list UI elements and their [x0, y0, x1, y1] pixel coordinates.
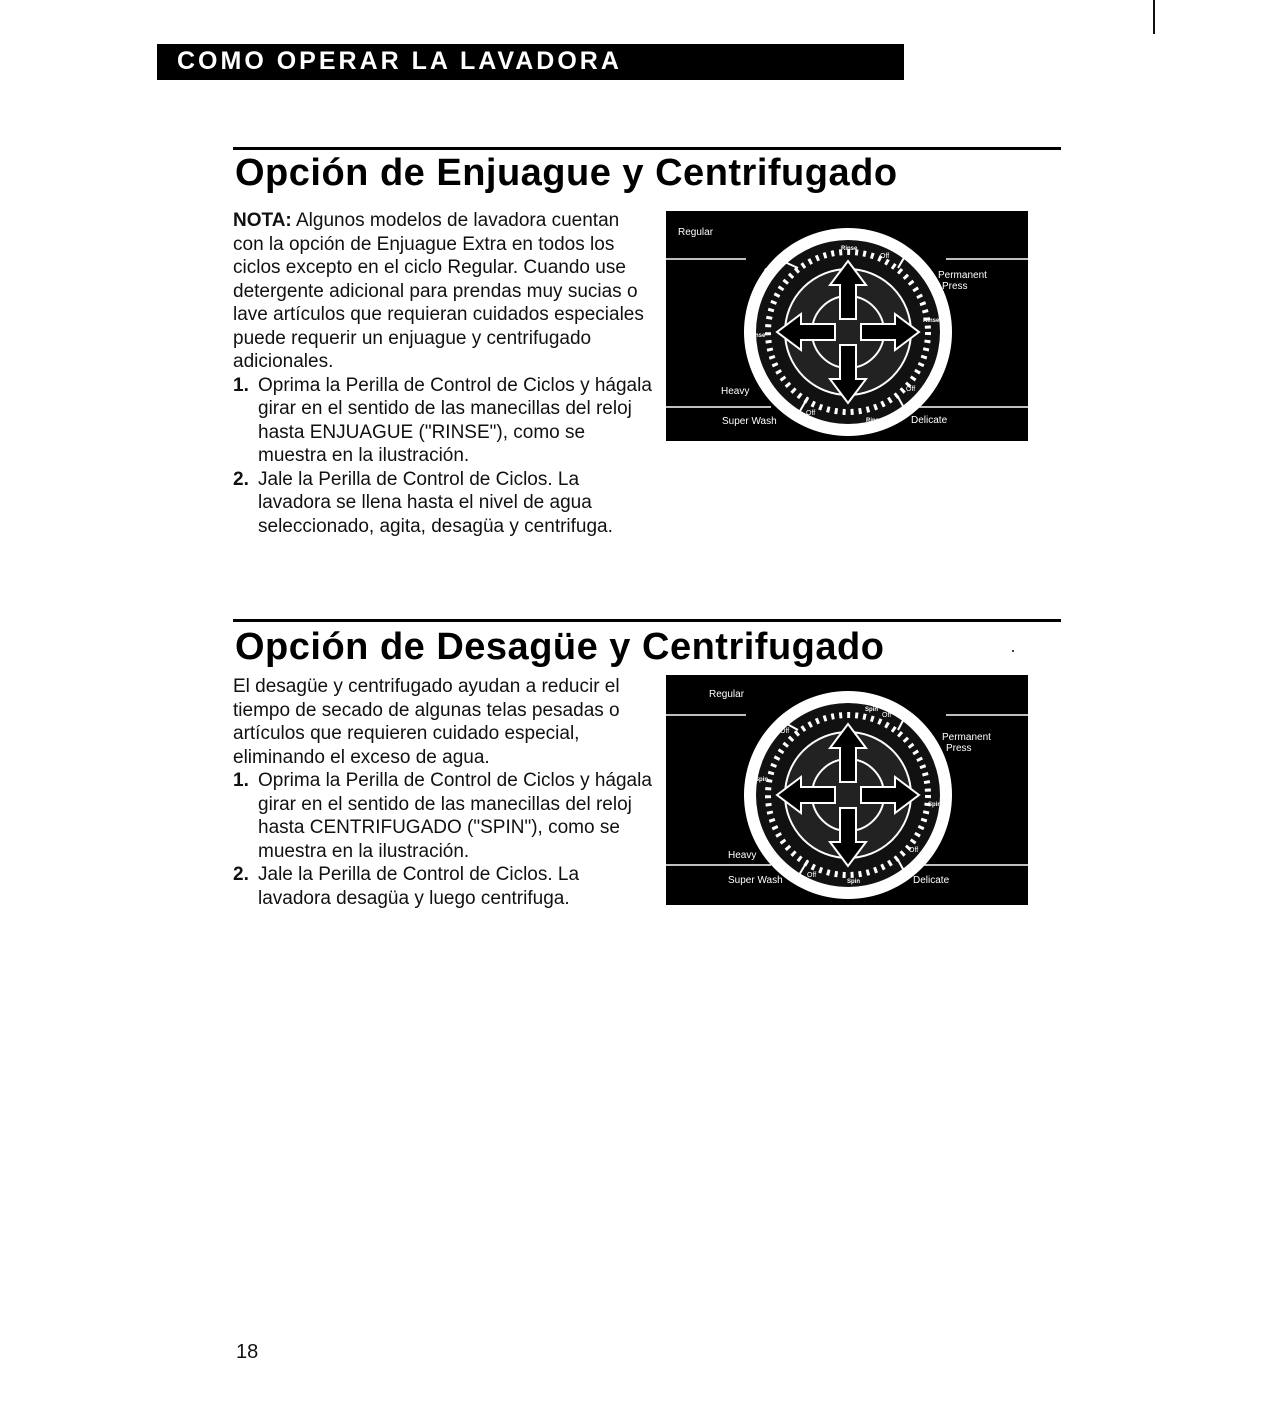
label-press: Press — [942, 281, 968, 292]
section-title-rinse-spin: Opción de Enjuague y Centrifugado — [235, 152, 898, 194]
section-body-rinse-spin — [233, 209, 653, 538]
step-item — [233, 468, 653, 539]
dial-mark-top-off: Off — [882, 712, 892, 719]
step-number: 1. — [233, 770, 249, 791]
steps-list — [233, 769, 653, 910]
steps-list — [233, 374, 653, 539]
label-press: Press — [946, 743, 972, 754]
dial-mark-top: Rinse — [841, 246, 858, 252]
dial-mark-left: Spin — [755, 777, 768, 783]
dial-mark-right: Spin — [928, 802, 941, 808]
label-permanent: Permanent — [938, 270, 987, 281]
label-super-wash: Super Wash — [722, 416, 777, 427]
dial-mark-right-off: Off — [906, 386, 916, 393]
dial-mark-right: Rinse — [923, 318, 940, 324]
dial-mark-left: Rinse — [749, 333, 766, 339]
dial-mark-left-off: Off — [764, 268, 774, 275]
section-body-drain-spin — [233, 675, 653, 910]
section-rule — [233, 147, 1061, 150]
section-title-drain-spin: Opción de Desagüe y Centrifugado — [235, 626, 885, 668]
label-permanent: Permanent — [942, 732, 991, 743]
section-rule — [233, 619, 1061, 622]
cycle-dial-illustration-spin — [666, 675, 1028, 905]
dial-mark-top-off: Off — [880, 253, 890, 260]
dial-mark-top: Spin — [865, 707, 878, 713]
margin-mark — [1153, 0, 1155, 34]
dial-mark-bottom: Spin — [847, 879, 860, 885]
step-number: 2. — [233, 864, 249, 885]
dial-mark-bottom-off: Off — [806, 410, 816, 417]
step-item — [233, 863, 653, 910]
step-number: 1. — [233, 374, 249, 396]
cycle-dial-illustration-rinse — [666, 211, 1028, 441]
dial-graphic — [666, 211, 1028, 441]
step-text: Oprima la Perilla de Control de Ciclos y hágala girar en el sentido de las manecillas del reloj hasta CENTRIFUGADO ("SPIN"), como se muestra en la ilustración. — [258, 770, 652, 862]
note-label: NOTA: — [233, 210, 292, 231]
label-super-wash: Super Wash — [728, 875, 783, 886]
step-text: Oprima la Perilla de Control de Ciclos y hágala girar en el sentido de las manecillas del reloj hasta ENJUAGUE ("RINSE"), como se muestra en la ilustración. — [258, 374, 652, 466]
dial-graphic — [666, 675, 1028, 905]
stray-mark — [1012, 650, 1014, 652]
dial-mark-right-off: Off — [909, 847, 919, 854]
step-text: Jale la Perilla de Control de Ciclos. La lavadora desagüa y luego centrifuga. — [258, 864, 580, 909]
label-regular: Regular — [678, 227, 714, 238]
step-text: Jale la Perilla de Control de Ciclos. La lavadora se llena hasta el nivel de agua seleccionado, agita, desagüa y centrifuga. — [258, 468, 613, 537]
intro-paragraph: El desagüe y centrifugado ayudan a reducir el tiempo de secado de algunas telas pesadas o artículos que requieren cuidado especial, eliminando el exceso de agua. — [233, 676, 620, 768]
label-delicate: Delicate — [913, 875, 950, 886]
header-bar — [157, 44, 904, 80]
dial-mark-bottom: Rinse — [866, 418, 883, 424]
page-number: 18 — [236, 1341, 259, 1363]
label-heavy: Heavy — [721, 386, 750, 397]
step-item — [233, 374, 653, 468]
step-item — [233, 769, 653, 863]
step-number: 2. — [233, 468, 249, 490]
dial-mark-left-off: Off — [780, 728, 790, 735]
note-paragraph — [233, 209, 653, 374]
header-title: COMO OPERAR LA LAVADORA — [177, 47, 622, 75]
label-regular: Regular — [709, 689, 745, 700]
label-heavy: Heavy — [728, 850, 757, 861]
dial-mark-bottom-off: Off — [807, 872, 817, 879]
note-text: Algunos modelos de lavadora cuentan con la opción de Enjuague Extra en todos los ciclos excepto en el ciclo Regular. Cuando use detergente adicional para prendas muy sucias o lave artículos que requieran cuidados especiales puede requerir un enjuague y centrifugado adicionales. — [233, 210, 644, 372]
label-delicate: Delicate — [911, 415, 948, 426]
